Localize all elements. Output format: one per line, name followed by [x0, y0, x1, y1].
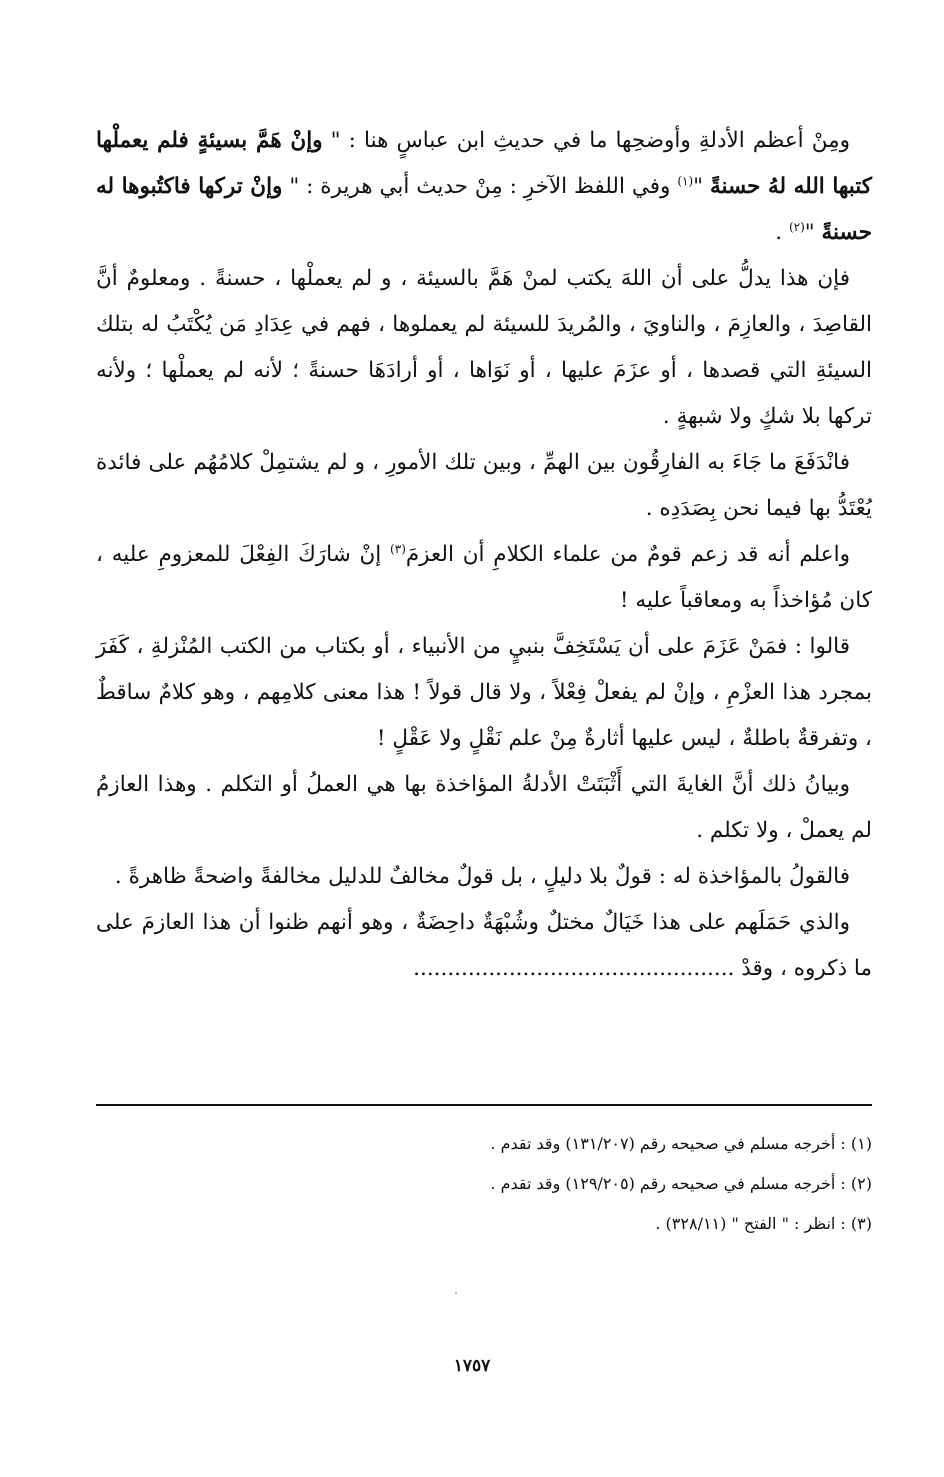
text-run: واعلم أنه قد زعم قومٌ من علماء الكلامِ أن العزمَ	[405, 542, 850, 567]
main-text-block	[96, 118, 872, 992]
footnotes-block	[96, 1124, 872, 1244]
footnote-3: (٣) : انظر : " الفتح " (٣٢٨/١١) .	[655, 1214, 872, 1233]
text-run: ومِنْ أعظم الأدلةِ وأوضحِها ما في حديثِ ابن عباسٍ هنا : "	[322, 128, 850, 153]
paragraph-2	[96, 256, 872, 440]
hadith-quote: وإنْ هَمَّ بسيئةٍ فلم يعملْها كتبها الله لهُ حسنةً	[96, 128, 872, 199]
scan-speck	[455, 1292, 457, 1294]
text-run: وفي اللفظ الآخرِ : مِنْ حديث أبي هريرة : "	[282, 174, 678, 199]
footnote-2: (٢) : أخرجه مسلم في صحيحه رقم (١٢٩/٢٠٥) وقد تقدم .	[490, 1174, 872, 1193]
text-run: "	[804, 220, 822, 245]
footnote-marker: (١)	[677, 173, 694, 188]
paragraph-1	[96, 118, 872, 256]
paragraph-6	[96, 762, 872, 854]
footnote-marker: (٣)	[390, 541, 406, 556]
footnote-marker: (٢)	[788, 219, 805, 234]
text-run: إنْ شارَكَ الفِعْلَ للمعزومِ عليه ، كان مُؤاخذاً به ومعاقباً عليه !	[96, 542, 872, 613]
text-run: قالوا : فمَنْ عَزَمَ على أن يَسْتَخِفَّ بنبيٍ من الأنبياء ، أو بكتاب من الكتب المُنْزلةِ ، كَفَرَ بمجرد هذا العزْمِ ، وإنْ لم يفعلْ فِعْلاً ، ولا قال قولاً ! هذا معنى كلامِهم ، وهو كلامٌ ساقطٌ ، وتفرقةٌ باطلةٌ ، ليس عليها أثارةٌ مِنْ علم نَقْلٍ ولا عَقْلٍ !	[96, 634, 872, 751]
page-number: ١٧٥٧	[453, 1356, 491, 1376]
text-run: فإن هذا يدلُّ على أن اللهَ يكتب لمنْ هَمَّ بالسيئة ، و لم يعملْها ، حسنةً . ومعلومٌ أنَّ القاصِدَ ، والعازِمَ ، والناويَ ، والمُريدَ للسيئة لم يعملوها ، فهم في عِدَادِ مَن يُكْتَبُ له بتلك السيئةِ التي قصدها ، أو عزَمَ عليها ، أو نَوَاها ، أو أرادَهَا حسنةً ؛ لأنه لم يعملْها ؛ ولأنه تركها بلا شكٍ ولا شبهةٍ .	[96, 266, 872, 429]
paragraph-3	[96, 440, 872, 532]
text-run: .	[775, 220, 789, 245]
text-run: "	[693, 174, 710, 199]
paragraph-7	[96, 854, 872, 900]
text-run: والذي حَمَلَهم على هذا خَيَالٌ مختلٌ وشُبْهَةٌ داحِضَةٌ ، وهو أنهم ظنوا أن هذا العازمَ على ما ذكروه ، وقدْ ...............................................	[96, 910, 872, 981]
text-run: فالقولُ بالمؤاخذة له : قولٌ بلا دليلٍ ، بل قولٌ مخالفٌ للدليل مخالفةً واضحةً ظاهرةً .	[114, 864, 850, 889]
hadith-quote: وإنْ تركها فاكتُبوها له حسنةً	[96, 174, 872, 245]
paragraph-4	[96, 532, 872, 624]
paragraph-8	[96, 900, 872, 992]
text-run: فانْدَفَعَ ما جَاءَ به الفارِقُون بين الهمِّ ، وبين تلك الأمورِ ، و لم يشتمِلْ كلامُهُم على فائدة يُعْتَدُّ بها فيما نحن بِصَدَدِه .	[96, 450, 872, 521]
footnote-1: (١) : أخرجه مسلم في صحيحه رقم (١٣١/٢٠٧) وقد تقدم .	[490, 1134, 872, 1153]
paragraph-5	[96, 624, 872, 762]
text-run: وبيانُ ذلك أنَّ الغايةَ التي أَثْبَتَتْ الأدلةُ المؤاخذة بها هي العملُ أو التكلم . وهذا العازمُ لم يعملْ ، ولا تكلم .	[96, 772, 872, 843]
footnote-separator	[96, 1104, 872, 1106]
